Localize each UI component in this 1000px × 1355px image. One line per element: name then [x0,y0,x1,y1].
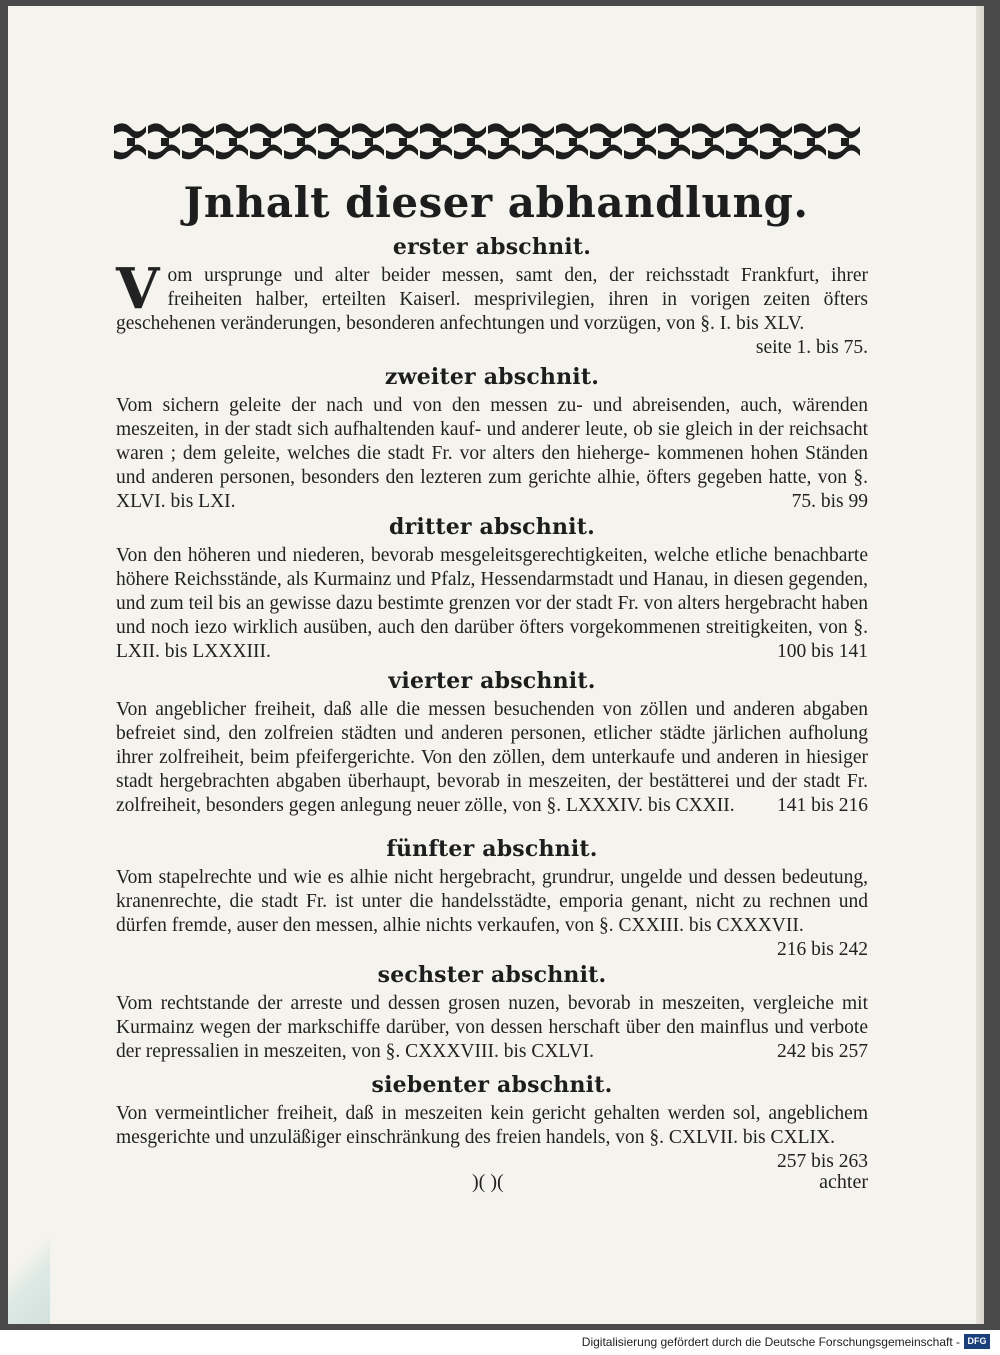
ornament-element [590,123,622,159]
ornament-element [420,123,452,159]
section-body [116,394,868,514]
page-corner-curl [8,1214,50,1324]
page-foot [116,1171,868,1199]
section-body [116,544,868,664]
section-3 [116,514,868,664]
ornament-element [250,123,282,159]
ornament-element [522,123,554,159]
page-title: Jnhalt dieser abhandlung. [183,178,809,227]
page-range: 216 bis 242 [776,939,868,960]
dfg-logo: DFG [964,1334,990,1349]
ornament-element [760,123,792,159]
page-range: 257 bis 263 [776,1151,868,1172]
ornament-element [658,123,690,159]
ornament-element [556,123,588,159]
ornament-element [352,123,384,159]
signature-mark: )( )( [472,1171,504,1193]
funding-notice: Digitalisierung gefördert durch die Deutsche Forschungsgemeinschaft - [581,1335,960,1349]
ornament-element [624,123,656,159]
section-heading: vierter abschnit. [388,668,596,694]
page-range: 242 bis 257 [776,1041,868,1062]
section-text: Von vermeintlicher freiheit, daß in meszeiten kein gericht gehalten werden sol, angeblichem mesgerichte und unzuläßiger einschränkung des freien handels, von §. CXLVII. bis CXLIX. [116,1103,868,1148]
section-body [116,992,868,1064]
footer-bar [0,1330,1000,1355]
section-text: Vom rechtstande der arreste und dessen grosen nuzen, bevorab in meszeiten, vergleiche mit Kurmainz wegen der markschiffe darüber, von dessen herschaft über den mainflus und verbote der repressalien in meszeiten, von §. CXXXVIII. bis CXLVI. [116,993,868,1062]
section-text: Vom sichern geleite der nach und von den messen zu- und abreisenden, auch, wärenden meszeiten, in der stadt sich aufhaltenden kauf- und anderer leute, ob sie gleich in der reichsacht waren ; dem geleite, welches die stadt Fr. vor alters den hieherge- kommenen hohen Ständen und anderen personen, besonders den lezteren zum gerichte alhie, öfters gegeben hatte, von §. XLVI. bis LXI. [116,395,868,512]
ornament-element [182,123,214,159]
section-body [116,1102,868,1172]
ornament-element [828,123,860,159]
ornament-element [794,123,826,159]
ornament-element [386,123,418,159]
ornament-element [318,123,350,159]
drop-cap: V [116,256,160,322]
section-body [116,866,868,960]
page-range: seite 1. bis 75. [755,337,868,358]
section-text: Von den höheren und niederen, bevorab mesgeleitsgerechtigkeiten, welche etliche benachbarte höhere Reichsstände, als Kurmainz und Pfalz, Hessendarmstadt und Hanau, in diesen gegenden, und zum teil bis an gewisse dazu bestimte grenzen vor der stadt Fr. von alters hergebracht haben und noch iezo wirklich ausüben, auch den darüber öfters vorgekommenen streitigkeiten, von §. LXII. bis LXXXIII. [116,545,868,662]
section-text: Von angeblicher freiheit, daß alle die messen besuchenden von zöllen und anderen abgaben befreiet sind, den zolfreien städten und anderen personen, etlicher städte järlichen aufholung ihrer zolfreiheit, beim pfeifergerichte. Von den zöllen, dem unterkaufe und anderen in hiesiger stadt hergebrachten abgaben überhaupt, bevorab in meszeiten, der bestätterei und der stadt Fr. zolfreiheit, besonders gegen anlegung neuer zölle, von §. LXXXIV. bis CXXII. [116,699,868,816]
section-4 [116,668,868,818]
book-page [8,6,984,1324]
section-heading: dritter abschnit. [389,514,595,540]
ornament-element [216,123,248,159]
ornament-element [114,123,146,159]
section-body [116,256,868,358]
page-range: 141 bis 216 [776,795,868,816]
section-2 [116,364,868,514]
section-5 [116,836,868,962]
section-text: om ursprunge und alter beider messen, samt den, der reichsstadt Frankfurt, ihrer freiheiten halber, erteilten Kaiserl. mesprivilegien, ihren in vorigen zeiten öfters geschehenen veränderungen, besonderen anfechtungen und vorzügen, von §. I. bis XLV. [116,265,868,334]
ornament-element [726,123,758,159]
page-range: 100 bis 141 [776,641,868,662]
section-body [116,698,868,818]
ornament-element [488,123,520,159]
ornament-element [454,123,486,159]
section-6 [116,962,868,1064]
page-range: 75. bis 99 [791,491,868,512]
ornamental-border [112,116,880,168]
section-heading: erster abschnit. [392,234,592,260]
section-heading: sechster abschnit. [377,962,607,988]
ornament-element [148,123,180,159]
section-1 [116,234,868,360]
section-heading: fünfter abschnit. [386,836,598,862]
section-heading: zweiter abschnit. [384,364,600,390]
section-7 [116,1072,868,1174]
ornament-element [284,123,316,159]
section-text: Vom stapelrechte und wie es alhie nicht hergebracht, grundrur, ungelde und dessen bedeutung, kranenrechte, die stadt Fr. ist unter die handelsstädte, emporia genant, nicht zu rechnen und dürfen fremde, auser den messen, alhie nichts verkaufen, von §. CXXIII. bis CXXXVII. [116,867,868,936]
section-heading: siebenter abschnit. [371,1072,613,1098]
catchword: achter [819,1171,868,1193]
ornament-element [692,123,724,159]
